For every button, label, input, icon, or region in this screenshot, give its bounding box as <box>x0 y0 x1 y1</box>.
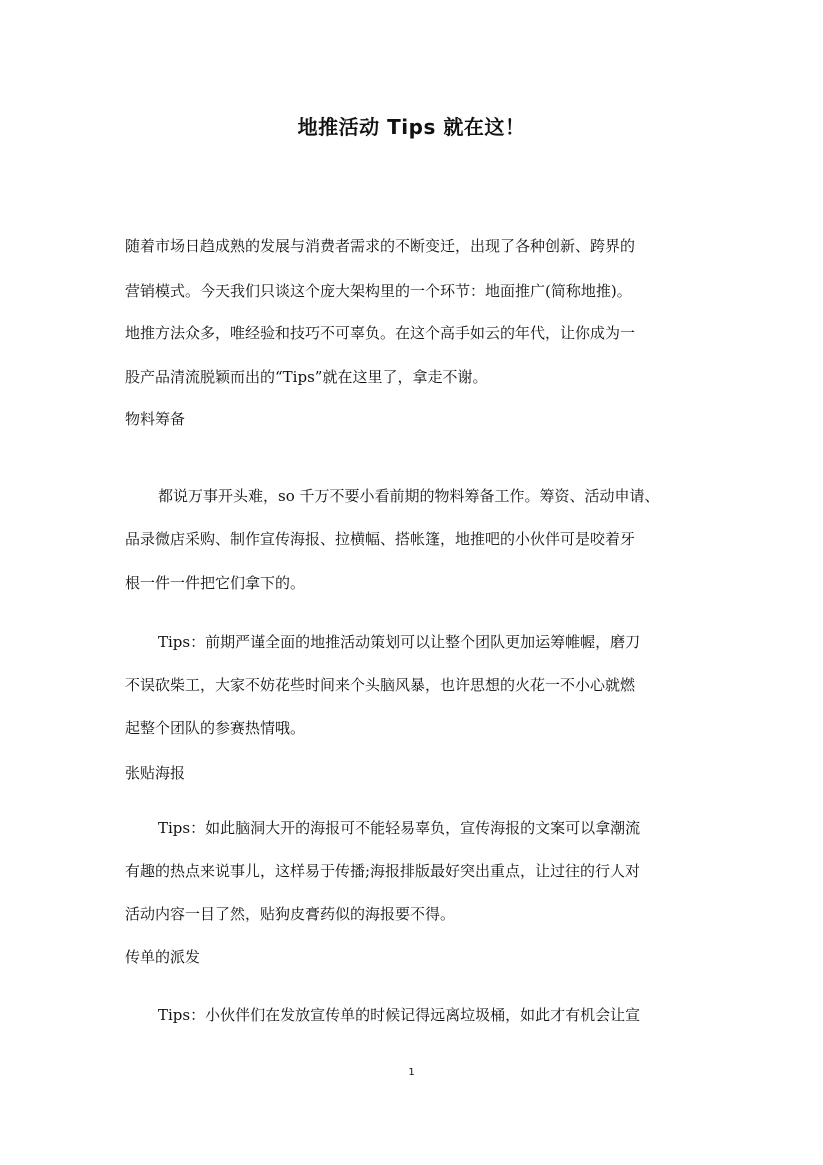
paragraph-line: 活动内容一目了然，贴狗皮膏药似的海报要不得。 <box>125 905 456 923</box>
intro-line-4: 股产品清流脱颖而出的“Tips”就在这里了，拿走不谢。 <box>125 368 488 386</box>
intro-line-1: 随着市场日趋成熟的发展与消费者需求的不断变迁，出现了各种创新、跨界的 <box>125 237 636 255</box>
document-title: 地推活动 Tips 就在这！ <box>297 115 526 139</box>
paragraph-line: 品录微店采购、制作宣传海报、拉横幅、搭帐篷，地推吧的小伙伴可是咬着牙 <box>125 530 636 548</box>
intro-line-2: 营销模式。今天我们只谈这个庞大架构里的一个环节：地面推广(简称地推)。 <box>125 282 632 300</box>
paragraph-line: 都说万事开头难，so 千万不要小看前期的物料筹备工作。筹资、活动申请、 <box>158 487 660 505</box>
paragraph-line: Tips：小伙伴们在发放宣传单的时候记得远离垃圾桶，如此才有机会让宣 <box>158 1006 641 1024</box>
paragraph-line: 不误砍柴工，大家不妨花些时间来个头脑风暴，也许思想的火花一不小心就燃 <box>125 676 636 694</box>
paragraph-line: Tips：如此脑洞大开的海报可不能轻易辜负，宣传海报的文案可以拿潮流 <box>158 819 641 837</box>
section-heading-flyers: 传单的派发 <box>125 948 201 966</box>
section-heading-materials: 物料筹备 <box>125 410 186 428</box>
paragraph-line: 根一件一件把它们拿下的。 <box>125 574 306 592</box>
page-number: 1 <box>408 1067 415 1078</box>
intro-line-3: 地推方法众多，唯经验和技巧不可辜负。在这个高手如云的年代，让你成为一 <box>125 324 636 342</box>
paragraph-line: Tips：前期严谨全面的地推活动策划可以让整个团队更加运筹帷幄，磨刀 <box>158 633 641 651</box>
paragraph-line: 起整个团队的参赛热情哦。 <box>125 719 306 737</box>
paragraph-line: 有趣的热点来说事儿，这样易于传播;海报排版最好突出重点，让过往的行人对 <box>125 862 641 880</box>
section-heading-posters: 张贴海报 <box>125 764 186 782</box>
